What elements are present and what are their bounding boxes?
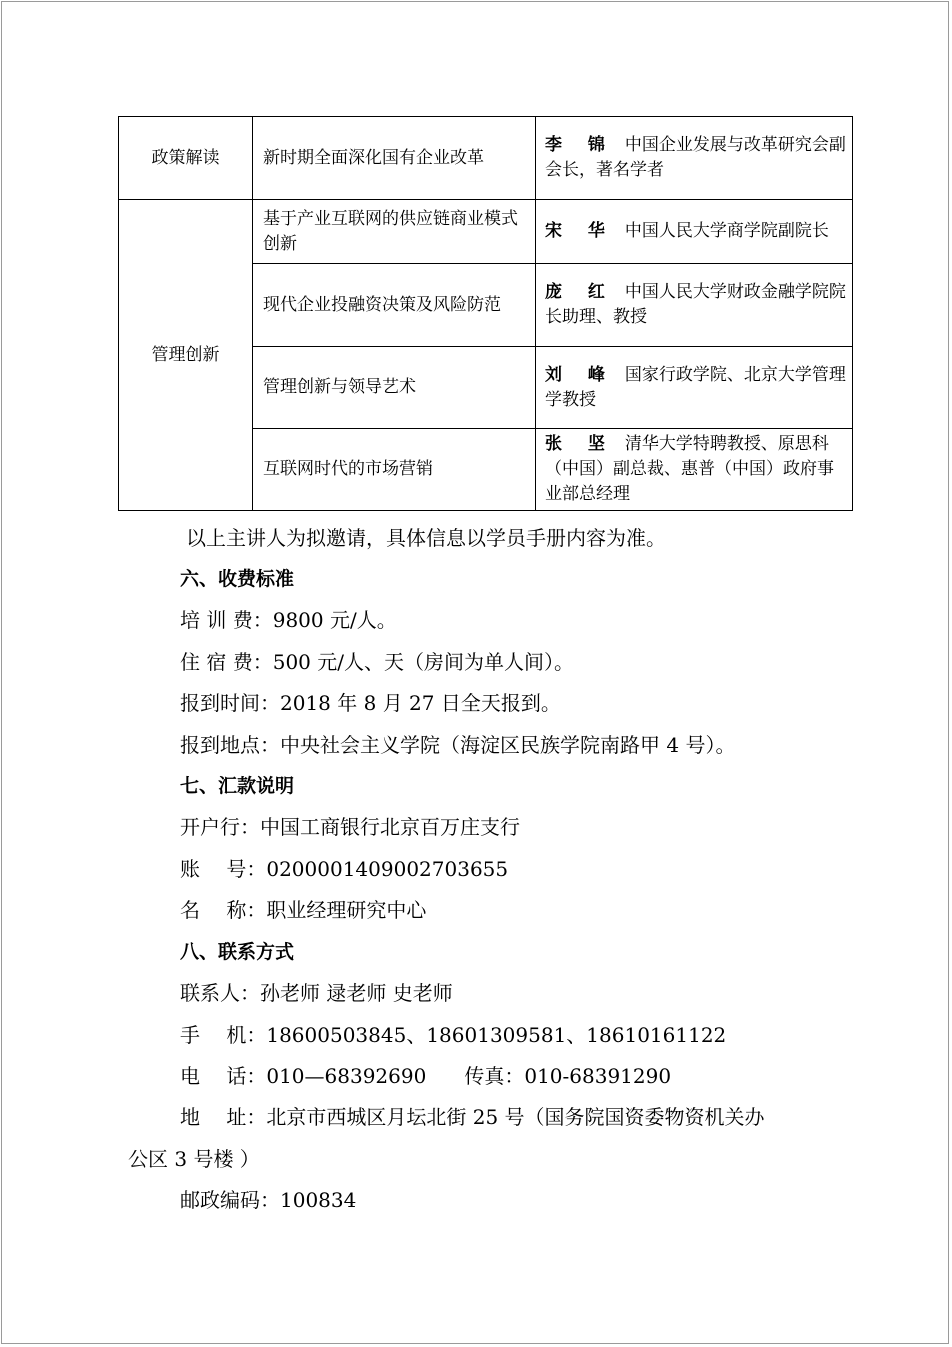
checkin-place-label: 报到地点：	[180, 733, 280, 757]
speaker-title: 中国人民大学财政金融学院院长助理、教授	[545, 282, 846, 327]
speaker-cell	[536, 117, 853, 200]
bank-value: 中国工商银行北京百万庄支行	[260, 815, 520, 839]
lodging-fee-label: 住 宿 费：	[180, 650, 273, 674]
postcode-label: 邮政编码：	[180, 1188, 280, 1212]
speaker-cell	[536, 200, 853, 264]
postcode-value: 100834	[280, 1188, 357, 1212]
speaker-name: 庞 红	[545, 282, 615, 302]
speaker-cell	[536, 347, 853, 429]
account-value: 0200001409002703655	[266, 857, 509, 881]
mobile-label: 手 机：	[180, 1023, 267, 1047]
speaker-name: 李 锦	[545, 135, 615, 155]
account-name-line	[180, 896, 426, 924]
address-line	[180, 1103, 765, 1131]
topic-cell: 管理创新与领导艺术	[253, 347, 536, 429]
account-label: 账 号：	[180, 857, 267, 881]
speaker-title: 中国企业发展与改革研究会副会长，著名学者	[545, 135, 846, 180]
table-row	[119, 200, 853, 264]
fax-label: 传真：	[464, 1064, 525, 1088]
checkin-time-line	[180, 689, 561, 717]
contact-person-line	[180, 979, 453, 1007]
contact-person-value: 孙老师 逯老师 史老师	[260, 981, 453, 1005]
speaker-cell	[536, 429, 853, 511]
fees-heading: 六、收费标准	[180, 568, 295, 590]
checkin-time-value: 2018 年 8 月 27 日全天报到。	[280, 691, 561, 715]
training-fee-value: 9800 元/人。	[272, 608, 397, 632]
contact-heading: 八、联系方式	[180, 941, 295, 963]
bank-label: 开户行：	[180, 815, 260, 839]
mobile-value: 18600503845、18601309581、18610161122	[266, 1023, 727, 1047]
training-fee-line	[180, 606, 397, 634]
checkin-place-line	[180, 731, 735, 759]
speaker-note: 以上主讲人为拟邀请，具体信息以学员手册内容为准。	[186, 526, 666, 550]
topic-cell: 基于产业互联网的供应链商业模式创新	[253, 200, 536, 264]
speaker-name: 张 坚	[545, 434, 615, 454]
topic-cell: 新时期全面深化国有企业改革	[253, 117, 536, 200]
speaker-title: 清华大学特聘教授、原思科（中国）副总裁、惠普（中国）政府事业部总经理	[545, 434, 834, 504]
postcode-line	[180, 1186, 356, 1214]
account-name-value: 职业经理研究中心	[266, 898, 427, 922]
speaker-name: 刘 峰	[545, 364, 615, 385]
contact-person-label: 联系人：	[180, 981, 260, 1005]
account-line	[180, 855, 508, 883]
fax-value: 010-68391290	[524, 1064, 672, 1088]
address-value-line1: 北京市西城区月坛北街 25 号（国务院国资委物资机关办	[266, 1105, 765, 1129]
phone-value: 010—68392690	[266, 1064, 427, 1088]
speaker-name: 宋 华	[545, 221, 615, 241]
account-name-label: 名 称：	[180, 898, 267, 922]
phone-line	[180, 1062, 671, 1090]
category-cell: 政策解读	[119, 117, 253, 200]
checkin-place-value: 中央社会主义学院（海淀区民族学院南路甲 4 号）。	[280, 733, 736, 757]
topic-cell: 现代企业投融资决策及风险防范	[253, 264, 536, 347]
topic-cell: 互联网时代的市场营销	[253, 429, 536, 511]
category-cell: 管理创新	[119, 200, 253, 511]
training-fee-label: 培 训 费：	[180, 608, 273, 632]
speaker-title: 国家行政学院、北京大学管理学教授	[545, 364, 846, 410]
lodging-fee-value: 500 元/人、天（房间为单人间）。	[272, 650, 574, 674]
table-row	[119, 117, 853, 200]
phone-label: 电 话：	[180, 1064, 267, 1088]
address-label: 地 址：	[180, 1105, 267, 1129]
lodging-fee-line	[180, 648, 574, 676]
checkin-time-label: 报到时间：	[180, 691, 280, 715]
remittance-heading: 七、汇款说明	[180, 775, 295, 797]
speaker-cell	[536, 264, 853, 347]
speakers-table	[118, 116, 853, 511]
mobile-line	[180, 1021, 726, 1049]
speaker-title: 中国人民大学商学院副院长	[624, 221, 829, 241]
address-line-2: 公区 3 号楼 ）	[128, 1147, 260, 1171]
bank-line	[180, 813, 520, 841]
